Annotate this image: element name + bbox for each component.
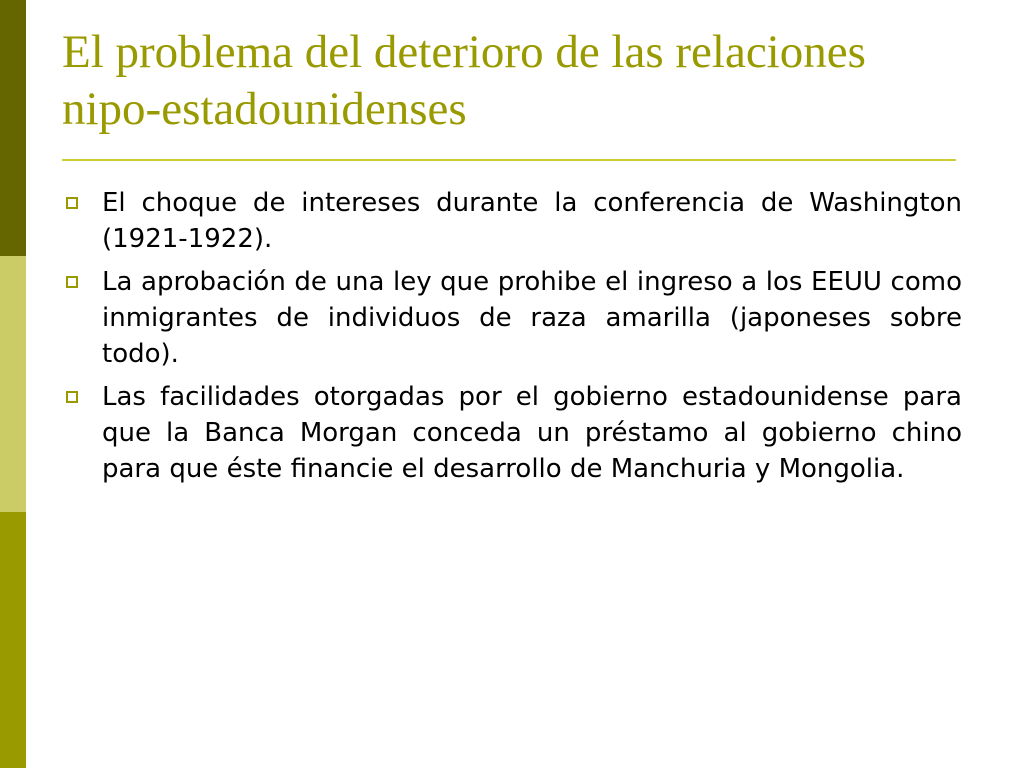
bullet-text: Las facilidades otorgadas por el gobierno estadounidense para que la Banca Morgan conceda un préstamo al gobierno chino para que éste financie el desarrollo de Manchuria y Mongolia. — [102, 382, 962, 484]
bullet-item — [62, 185, 962, 257]
bullet-item — [62, 379, 962, 487]
bullet-list — [62, 185, 962, 494]
sidebar-band-medium — [0, 512, 26, 768]
sidebar-decoration — [0, 0, 26, 768]
sidebar-band-dark — [0, 0, 26, 256]
bullet-text: La aprobación de una ley que prohibe el ingreso a los EEUU como inmigrantes de individuos de raza amarilla (japoneses sobre todo). — [102, 267, 962, 369]
square-bullet-icon — [66, 276, 78, 288]
title-divider — [62, 159, 956, 161]
bullet-text: El choque de intereses durante la conferencia de Washington (1921-1922). — [102, 188, 962, 254]
slide-title: El problema del deterioro de las relaciones nipo-estadounidenses — [62, 26, 866, 135]
sidebar-band-light — [0, 256, 26, 512]
square-bullet-icon — [66, 391, 78, 403]
square-bullet-icon — [66, 197, 78, 209]
bullet-item — [62, 264, 962, 372]
